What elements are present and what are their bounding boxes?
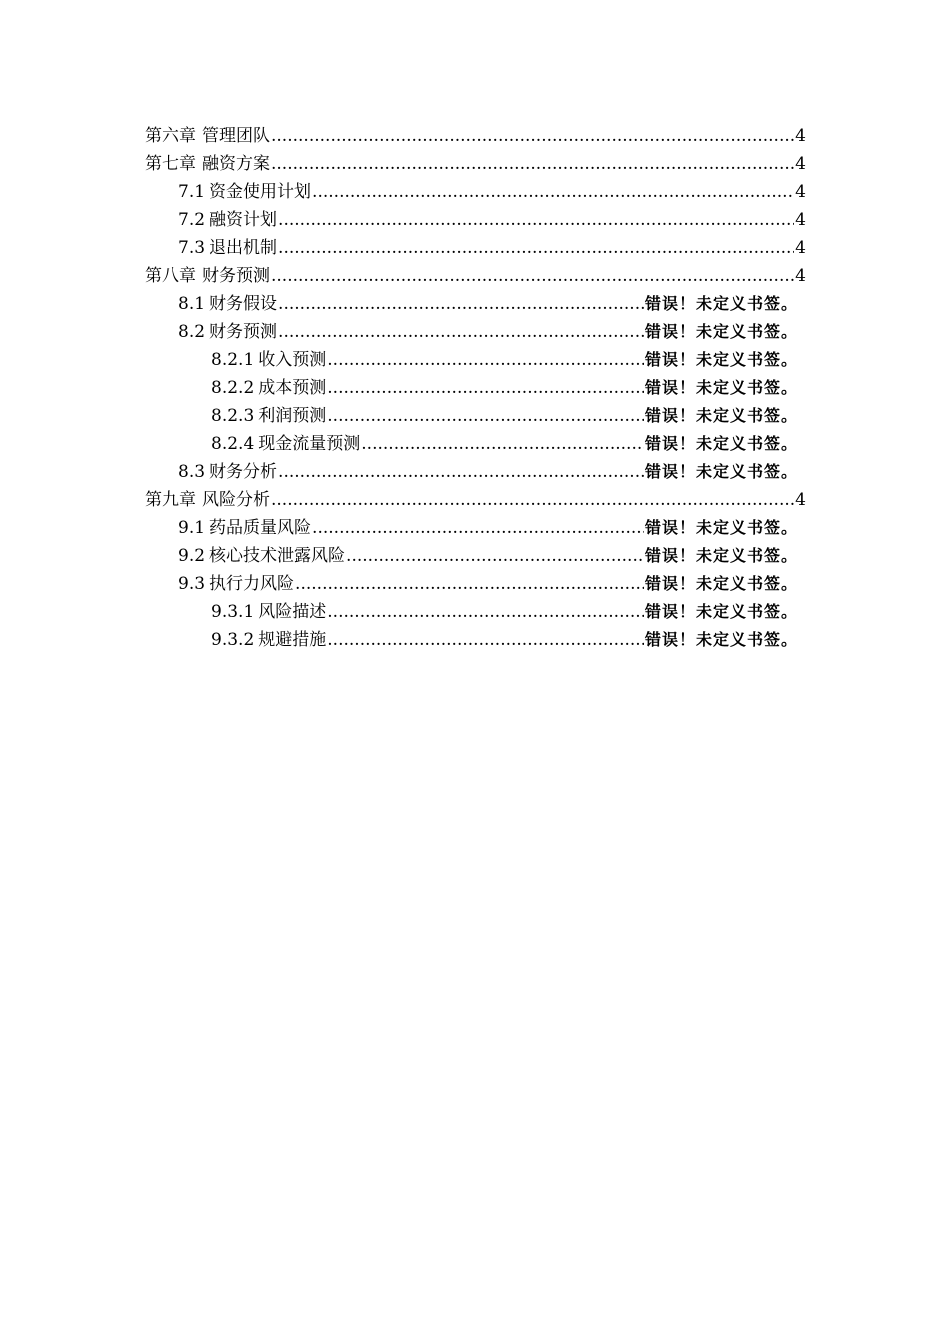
toc-entry-number: 7.3	[178, 238, 206, 258]
toc-entry[interactable]	[145, 458, 806, 486]
toc-entry-title: 融资计划	[209, 210, 278, 230]
toc-dot-leader	[278, 234, 794, 262]
toc-entry-number: 7.2	[178, 210, 206, 230]
toc-entry-title: 执行力风险	[209, 574, 295, 594]
toc-entry[interactable]	[145, 570, 806, 598]
toc-entry-number: 7.1	[178, 182, 206, 202]
toc-bookmark-error: 错误！未定义书签。	[644, 322, 798, 341]
toc-entry-title: 药品质量风险	[209, 518, 312, 538]
toc-page-number: 4	[795, 182, 806, 202]
toc-entry-number: 第六章	[145, 126, 196, 146]
toc-entry-title: 风险描述	[258, 602, 327, 622]
toc-bookmark-error: 错误！未定义书签。	[644, 434, 798, 453]
toc-entry[interactable]	[145, 430, 806, 458]
toc-page-number: 4	[795, 266, 806, 286]
toc-page-number: 4	[795, 238, 806, 258]
toc-dot-leader	[327, 346, 644, 374]
toc-dot-leader	[278, 290, 644, 318]
toc-entry-number: 8.2.2	[211, 378, 255, 398]
toc-bookmark-error: 错误！未定义书签。	[644, 378, 798, 397]
toc-entry[interactable]	[145, 374, 806, 402]
toc-entry-title: 财务假设	[209, 294, 278, 314]
toc-entry[interactable]	[145, 234, 806, 262]
toc-page-number: 4	[795, 126, 806, 146]
toc-entry-title: 现金流量预测	[258, 434, 361, 454]
toc-entry-number: 9.3.2	[211, 630, 255, 650]
toc-entry[interactable]	[145, 178, 806, 206]
toc-dot-leader	[327, 626, 644, 654]
toc-entry[interactable]	[145, 262, 806, 290]
toc-entry-number: 第八章	[145, 266, 196, 286]
toc-entry[interactable]	[145, 626, 806, 654]
toc-entry[interactable]	[145, 318, 806, 346]
toc-dot-leader	[346, 542, 644, 570]
toc-entry-title: 规避措施	[258, 630, 327, 650]
toc-dot-leader	[327, 598, 644, 626]
toc-entry-number: 第七章	[145, 154, 196, 174]
toc-entry-title: 核心技术泄露风险	[209, 546, 346, 566]
toc-entry-title: 资金使用计划	[209, 182, 312, 202]
toc-entry[interactable]	[145, 542, 806, 570]
table-of-contents	[145, 122, 806, 654]
toc-entry-title: 管理团队	[202, 126, 270, 146]
toc-entry-title: 风险分析	[202, 490, 270, 510]
toc-entry-number: 9.3.1	[211, 602, 255, 622]
toc-bookmark-error: 错误！未定义书签。	[644, 602, 798, 621]
toc-entry-number: 8.3	[178, 462, 206, 482]
toc-bookmark-error: 错误！未定义书签。	[644, 518, 798, 537]
toc-entry[interactable]	[145, 122, 806, 150]
toc-dot-leader	[278, 318, 644, 346]
toc-entry-title: 成本预测	[258, 378, 327, 398]
toc-page-number: 4	[795, 490, 806, 510]
toc-entry-number: 8.2.3	[211, 406, 255, 426]
toc-entry[interactable]	[145, 290, 806, 318]
toc-dot-leader	[327, 374, 644, 402]
toc-entry[interactable]	[145, 206, 806, 234]
toc-entry[interactable]	[145, 402, 806, 430]
toc-entry[interactable]	[145, 346, 806, 374]
toc-entry-title: 收入预测	[258, 350, 327, 370]
toc-entry-title: 财务预测	[209, 322, 278, 342]
toc-bookmark-error: 错误！未定义书签。	[644, 546, 798, 565]
toc-entry-number: 第九章	[145, 490, 196, 510]
toc-entry-title: 财务分析	[209, 462, 278, 482]
toc-entry-number: 9.2	[178, 546, 206, 566]
toc-bookmark-error: 错误！未定义书签。	[644, 350, 798, 369]
toc-dot-leader	[295, 570, 644, 598]
toc-bookmark-error: 错误！未定义书签。	[644, 574, 798, 593]
toc-entry[interactable]	[145, 486, 806, 514]
toc-dot-leader	[312, 178, 794, 206]
toc-dot-leader	[278, 206, 794, 234]
toc-bookmark-error: 错误！未定义书签。	[644, 630, 798, 649]
toc-entry-title: 退出机制	[209, 238, 278, 258]
toc-entry-number: 8.2.4	[211, 434, 255, 454]
toc-entry[interactable]	[145, 150, 806, 178]
toc-bookmark-error: 错误！未定义书签。	[644, 462, 798, 481]
toc-entry-title: 利润预测	[258, 406, 327, 426]
toc-entry-number: 8.2	[178, 322, 206, 342]
toc-dot-leader	[312, 514, 644, 542]
toc-entry-number: 8.2.1	[211, 350, 255, 370]
toc-dot-leader	[271, 122, 794, 150]
toc-entry-title: 财务预测	[202, 266, 270, 286]
toc-bookmark-error: 错误！未定义书签。	[644, 406, 798, 425]
toc-dot-leader	[271, 262, 794, 290]
toc-bookmark-error: 错误！未定义书签。	[644, 294, 798, 313]
toc-dot-leader	[271, 486, 794, 514]
toc-page-number: 4	[795, 154, 806, 174]
toc-entry-number: 8.1	[178, 294, 206, 314]
toc-dot-leader	[271, 150, 794, 178]
toc-entry[interactable]	[145, 514, 806, 542]
toc-dot-leader	[327, 402, 644, 430]
toc-entry-number: 9.1	[178, 518, 206, 538]
toc-dot-leader	[361, 430, 644, 458]
toc-entry-number: 9.3	[178, 574, 206, 594]
toc-entry[interactable]	[145, 598, 806, 626]
toc-page-number: 4	[795, 210, 806, 230]
toc-dot-leader	[278, 458, 644, 486]
toc-entry-title: 融资方案	[202, 154, 270, 174]
